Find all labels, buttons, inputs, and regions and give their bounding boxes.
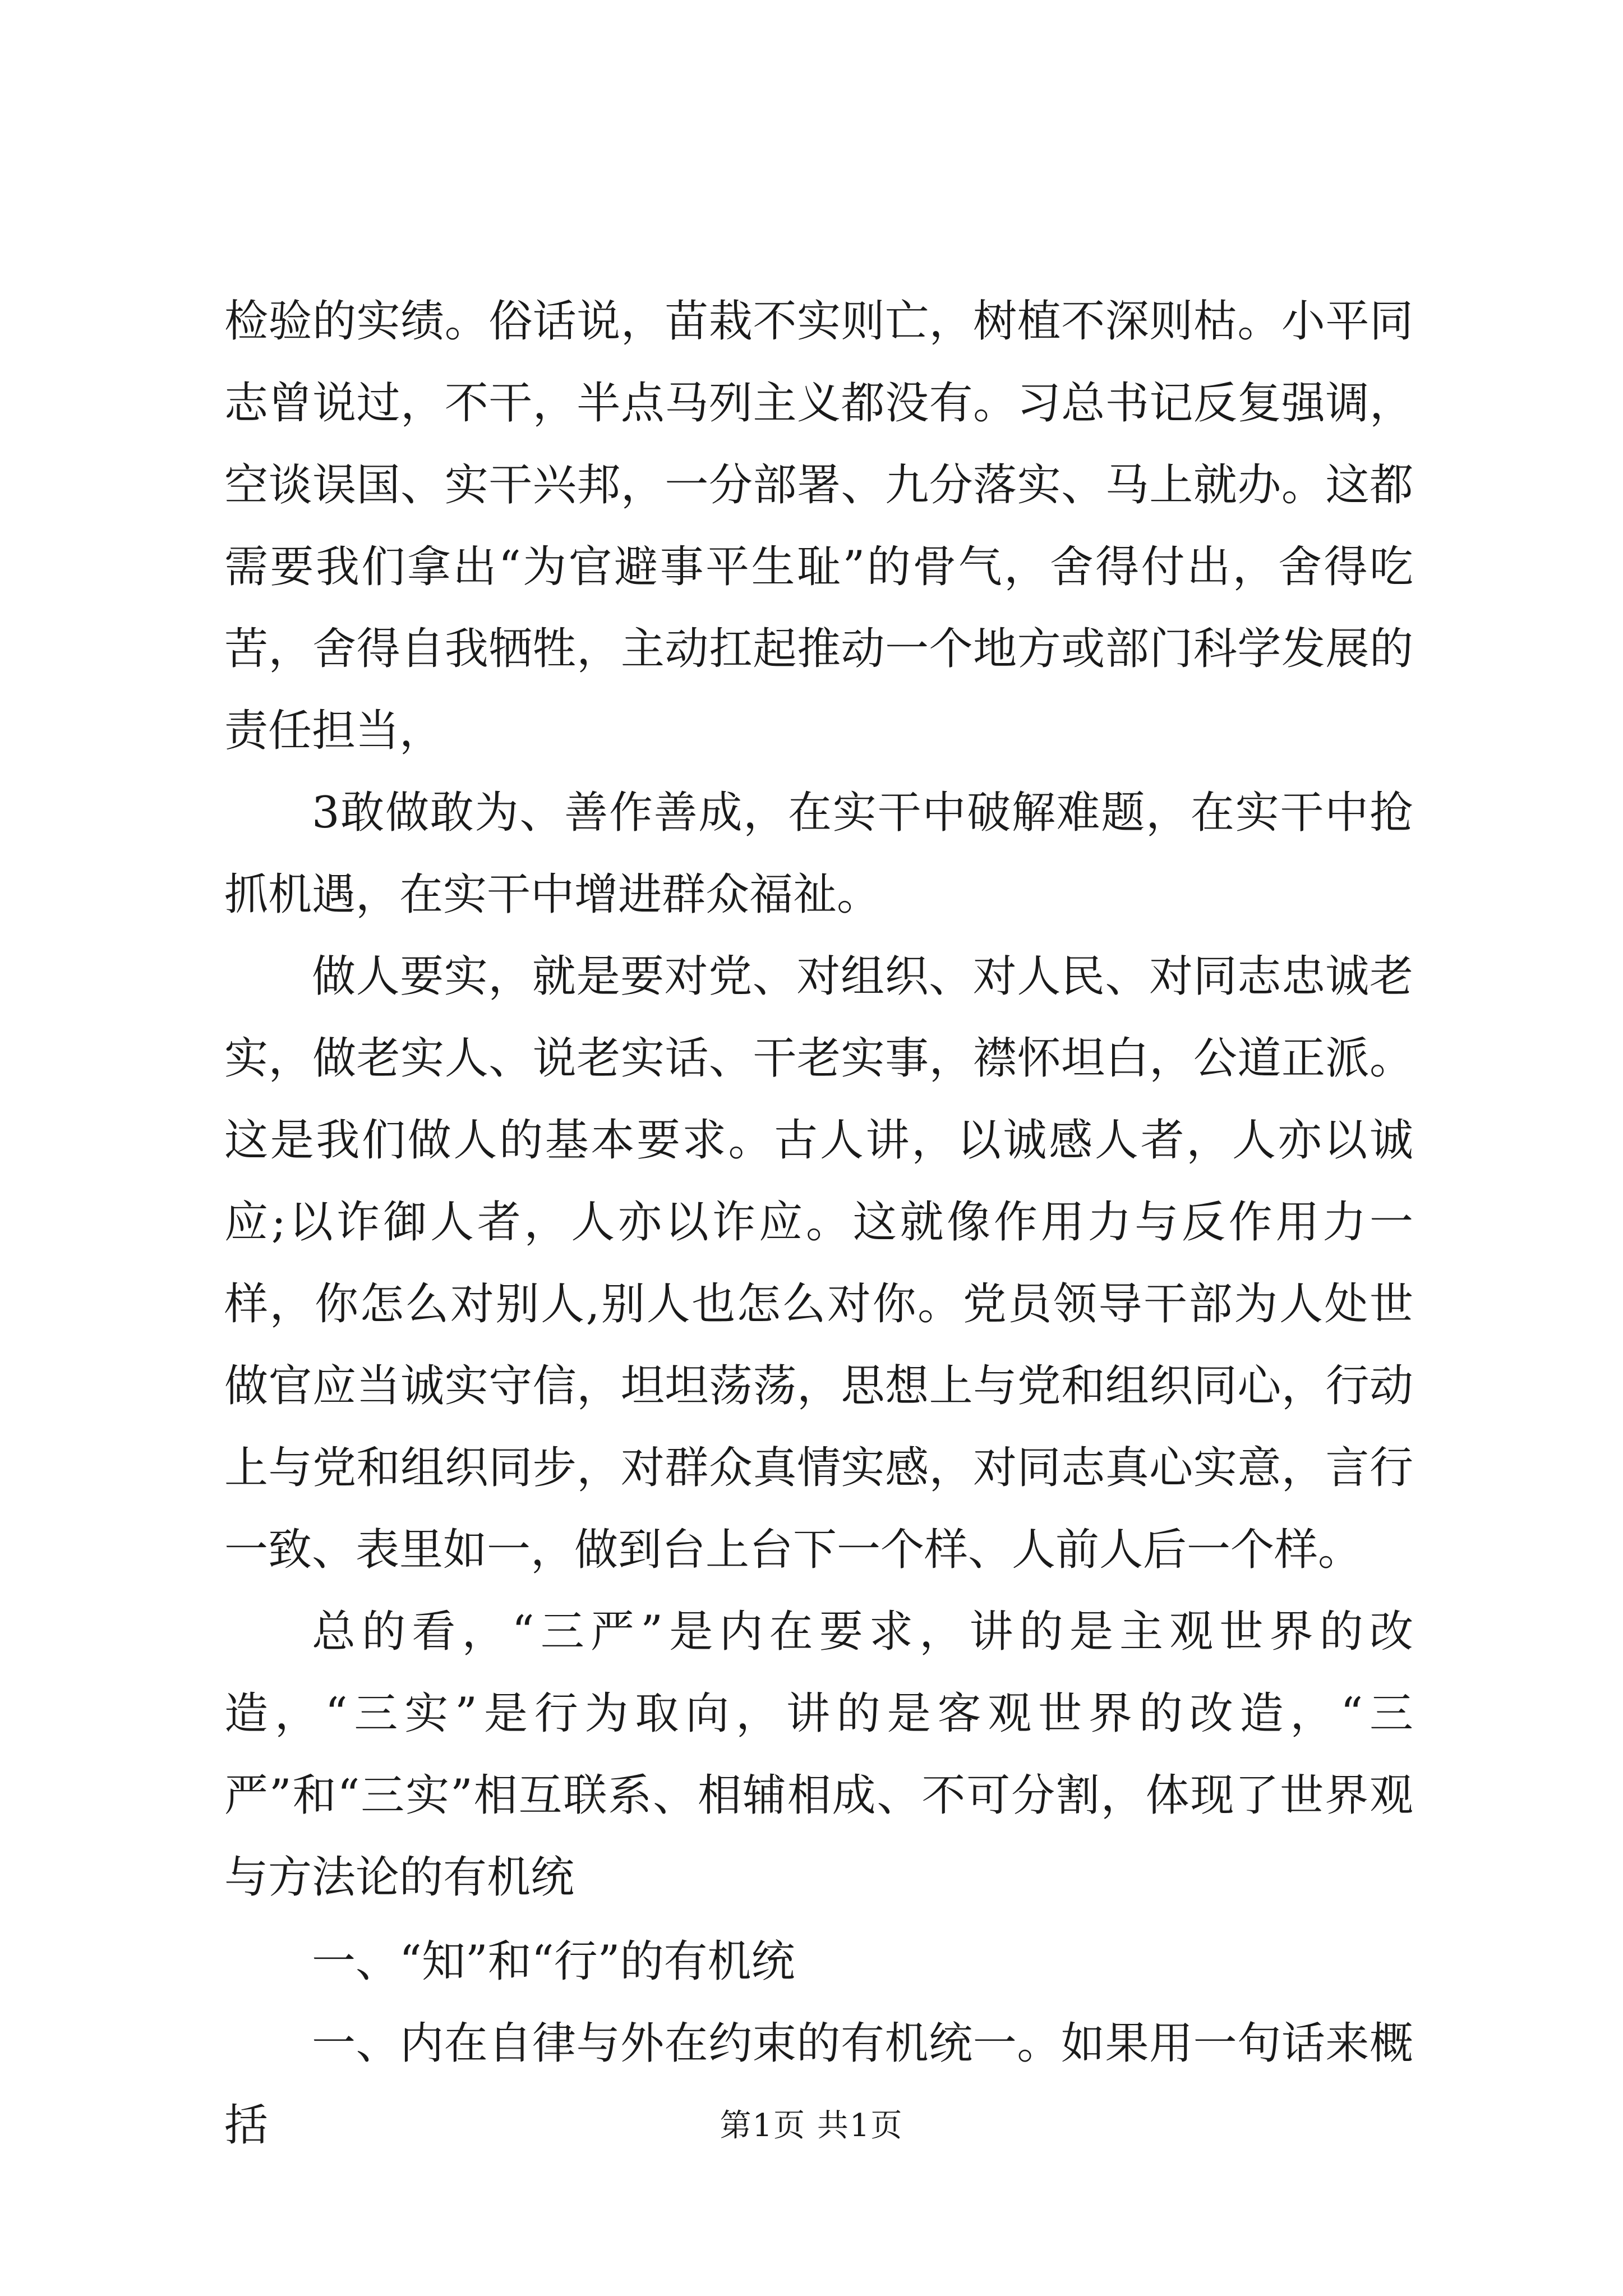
paragraph-4: 总的看，“三严”是内在要求，讲的是主观世界的改造，“三实”是行为取向，讲的是客观世界的改造，“三严”和“三实”相互联系、相辅相成、不可分割，体现了世界观与方法论的有机统 [224, 1607, 1413, 1903]
paragraph-2: 3敢做敢为、善作善成，在实干中破解难题，在实干中抢抓机遇，在实干中增进群众福祉。 [224, 788, 1413, 920]
section-heading: 一、“知”和“行”的有机统 [312, 1936, 795, 1987]
paragraph-5: 一、内在自律与外在约束的有机统一。如果用一句话来概括 [224, 2018, 1413, 2151]
page-footer: 第1页 共1页 [720, 2108, 903, 2144]
document-body [224, 280, 1413, 2166]
paragraph-1: 检验的实绩。俗话说，苗栽不实则亡，树植不深则枯。小平同志曾说过，不干，半点马列主义都没有。习总书记反复强调，空谈误国、实干兴邦，一分部署、九分落实、马上就办。这都需要我们拿出“为官避事平生耻”的骨气，舍得付出，舍得吃苦，舍得自我牺牲，主动扛起推动一个地方或部门科学发展的责任担当， [224, 296, 1413, 756]
paragraph-3: 做人要实，就是要对党、对组织、对人民、对同志忠诚老实，做老实人、说老实话、干老实事，襟怀坦白，公道正派。这是我们做人的基本要求。古人讲，以诚感人者，人亦以诚应;以诈御人者，人亦以诈应。这就像作用力与反作用力一样，你怎么对别人,别人也怎么对你。党员领导干部为人处世做官应当诚实守信，坦坦荡荡，思想上与党和组织同心，行动上与党和组织同步，对群众真情实感，对同志真心实意，言行一致、表里如一，做到台上台下一个样、人前人后一个样。 [224, 951, 1413, 1575]
